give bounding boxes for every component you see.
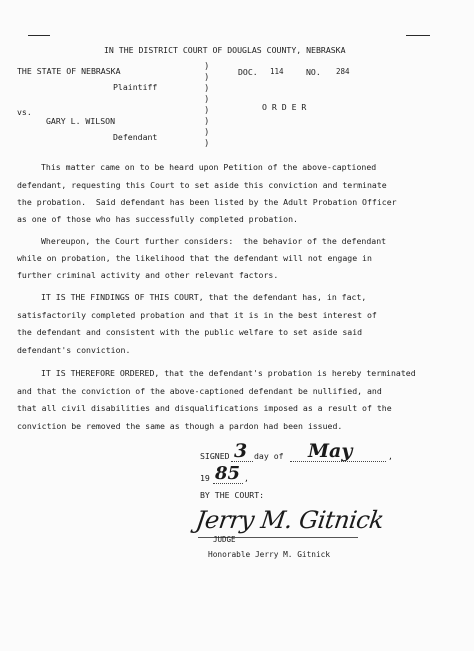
judge-label: JUDGE (213, 535, 236, 544)
body-line: satisfactorily completed probation and that it is in the best interest of (17, 310, 377, 320)
doc-label: DOC. (238, 67, 258, 77)
body-line: the defendant and consistent with the public welfare to set aside said (17, 327, 363, 337)
state-name: THE STATE OF NEBRASKA (17, 66, 121, 76)
vs-label: vs. (17, 107, 32, 117)
body-line: defendant's conviction. (17, 345, 131, 355)
body-line: IT IS THEREFORE ORDERED, that the defendant's probation is hereby terminated (41, 368, 416, 378)
body-line: This matter came on to be heard upon Petition of the above-captioned (41, 162, 377, 172)
year-comma: , (244, 473, 249, 483)
by-the-court-label: BY THE COURT: (200, 490, 265, 500)
body-line: as one of those who has successfully completed probation. (17, 214, 298, 224)
order-title: O R D E R (262, 102, 307, 112)
body-line: defendant, requesting this Court to set aside this conviction and terminate (17, 180, 387, 190)
body-line: and that the conviction of the above-captioned defendant be nullified, and (17, 386, 382, 396)
court-header: IN THE DISTRICT COURT OF DOUGLAS COUNTY, NEBRASKA (104, 45, 346, 55)
body-line: that all civil disabilities and disqualifications imposed as a result of the (17, 403, 392, 413)
defendant-name: GARY L. WILSON (46, 116, 116, 126)
doc-number: 114 (270, 67, 284, 76)
signed-label: SIGNED (200, 451, 230, 461)
handwritten-month: May (308, 440, 353, 462)
top-right-dash (406, 35, 430, 36)
day-of-label: day of (254, 451, 284, 461)
judge-signature: Jerry M. Gitnick (194, 506, 386, 534)
handwritten-day: 3 (234, 440, 248, 462)
defendant-label: Defendant (113, 132, 158, 142)
handwritten-year: 85 (215, 463, 241, 484)
body-line: while on probation, the likelihood that the defendant will not engage in (17, 253, 372, 263)
body-line: Whereupon, the Court further considers: the behavior of the defendant (41, 236, 387, 246)
no-number: 284 (336, 67, 350, 76)
date-comma: , (388, 451, 393, 461)
year-prefix: 19 (200, 473, 210, 483)
plaintiff-label: Plaintiff (113, 82, 158, 92)
body-line: IT IS THE FINDINGS OF THIS COURT, that the defendant has, in fact, (41, 292, 367, 302)
top-left-dash (28, 35, 50, 36)
no-label: NO. (306, 67, 321, 77)
caption-bracket: ) ) ) ) ) ) ) ) (204, 62, 210, 149)
body-line: further criminal activity and other relevant factors. (17, 270, 279, 280)
body-line: the probation. Said defendant has been listed by the Adult Probation Officer (17, 197, 397, 207)
body-line: conviction be removed the same as though a pardon had been issued. (17, 421, 343, 431)
judge-name: Honorable Jerry M. Gitnick (208, 550, 331, 559)
